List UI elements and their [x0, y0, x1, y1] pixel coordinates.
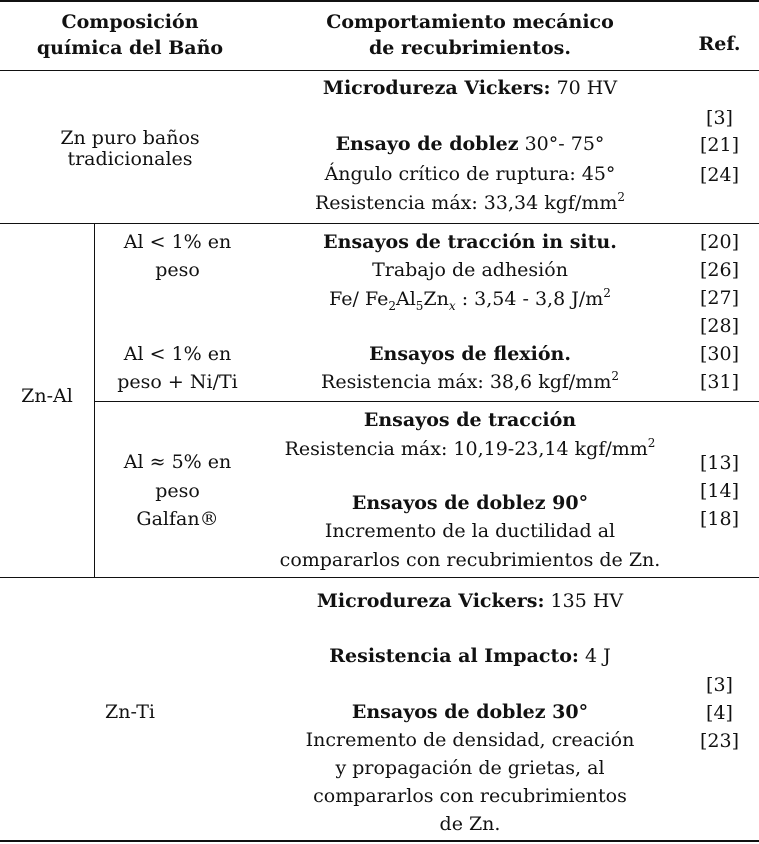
header-composicion-line2: química del Baño	[36, 37, 224, 59]
znal-flexion: Ensayos de flexión.	[369, 343, 571, 365]
znal-traccion: Ensayos de tracción	[363, 409, 577, 431]
znti-micro-value: 135 HV	[550, 590, 624, 612]
fe-subx: x	[448, 299, 456, 313]
znal-fe-formula	[265, 285, 675, 315]
fe-sub2: 5	[415, 299, 424, 313]
header-comportamiento-line1: Comportamiento mecánico	[326, 11, 614, 33]
znal-ductil-line1: Incremento de la ductilidad al	[324, 520, 616, 542]
znti-microdureza	[265, 587, 675, 615]
znal-sub3-line3: Galfan®	[136, 508, 219, 530]
znal-doblez90: Ensayos de doblez 90°	[351, 492, 589, 514]
zn-ref-3: [3]	[706, 107, 733, 129]
znal-ref-18: [18]	[699, 508, 739, 530]
zn-resist-exp: 2	[617, 190, 626, 204]
znti-impacto	[265, 642, 675, 670]
fe-a: Fe/ Fe	[329, 288, 389, 310]
znti-inc-line2: y propagación de grietas, al	[335, 757, 605, 779]
znal-sub1-line2: peso	[155, 259, 200, 281]
znal-ref-31: [31]	[699, 371, 739, 393]
zn-resistencia	[265, 189, 675, 219]
row-rule-znal	[0, 577, 759, 578]
znal-trabajo: Trabajo de adhesión	[372, 259, 568, 281]
znal-sub3-line2: peso	[155, 480, 200, 502]
trac-resist-text: Resistencia máx: 10,19-23,14 kgf/mm	[284, 438, 648, 460]
znti-doblez30: Ensayos de doblez 30°	[351, 701, 589, 723]
znal-ref-30: [30]	[699, 343, 739, 365]
fe-exp: 2	[603, 286, 611, 300]
top-rule	[0, 0, 759, 2]
zn-micro-label: Microdureza Vickers:	[322, 77, 551, 99]
zn-comp-line2: tradicionales	[67, 148, 193, 170]
zn-comp-line1: Zn puro baños	[60, 127, 200, 149]
znal-sub3-line1: Al ≈ 5% en	[123, 451, 232, 473]
fe-c: Zn	[423, 288, 449, 310]
zn-angulo: Ángulo crítico de ruptura: 45°	[324, 163, 616, 185]
znal-ref-26: [26]	[699, 259, 739, 281]
zn-doblez-label: Ensayo de doblez	[335, 133, 519, 155]
header-rule	[0, 70, 759, 71]
znal-ref-20: [20]	[699, 231, 739, 253]
znal-sub1-line1: Al < 1% en	[123, 231, 232, 253]
znti-comp: Zn-Ti	[105, 701, 155, 723]
znti-ref-3: [3]	[706, 674, 733, 696]
znti-inc-line3: compararlos con recubrimientos	[313, 785, 627, 807]
zn-micro-value: 70 HV	[556, 77, 618, 99]
subrow-rule-znal	[95, 401, 759, 402]
bottom-rule	[0, 840, 759, 842]
zn-doblez	[265, 130, 675, 158]
header-ref: Ref.	[698, 33, 741, 55]
trac-resist-exp: 2	[647, 436, 656, 450]
znti-micro-label: Microdureza Vickers:	[316, 590, 545, 612]
znti-inc-line1: Incremento de densidad, creación	[305, 729, 635, 751]
znal-traccion-insitu: Ensayos de tracción in situ.	[323, 231, 617, 253]
fe-sub1: 2	[388, 299, 396, 313]
znal-ref-14: [14]	[699, 480, 739, 502]
flex-resist-exp: 2	[611, 369, 619, 383]
zn-ref-21: [21]	[699, 134, 739, 156]
znal-flex-resistencia	[265, 368, 675, 398]
znal-ref-27: [27]	[699, 287, 739, 309]
znal-trac-resistencia	[265, 435, 675, 465]
header-comportamiento-line2: de recubrimientos.	[369, 37, 571, 59]
row-rule-zn	[0, 223, 759, 224]
znti-ref-23: [23]	[699, 730, 739, 752]
zn-resist-text: Resistencia máx: 33,34 kgf/mm	[314, 192, 618, 214]
znal-ref-13: [13]	[699, 452, 739, 474]
fe-b: Al	[395, 288, 416, 310]
zn-ref-24: [24]	[699, 164, 739, 186]
znal-ref-28: [28]	[699, 315, 739, 337]
flex-resist-text: Resistencia máx: 38,6 kgf/mm	[321, 371, 612, 393]
znal-group-label: Zn-Al	[21, 385, 73, 407]
header-composicion-line1: Composición	[61, 11, 199, 33]
znti-inc-line4: de Zn.	[439, 813, 501, 835]
znti-impacto-label: Resistencia al Impacto:	[329, 645, 579, 667]
fe-d: : 3,54 - 3,8 J/m	[455, 288, 604, 310]
zn-microdureza	[265, 74, 675, 102]
znal-ductil-line2: compararlos con recubrimientos de Zn.	[279, 549, 661, 571]
znal-sub2-line2: peso + Ni/Ti	[117, 371, 238, 393]
znal-sub2-line1: Al < 1% en	[123, 343, 232, 365]
znti-impacto-value: 4 J	[584, 645, 611, 667]
zn-doblez-value: 30°- 75°	[524, 133, 605, 155]
znti-ref-4: [4]	[706, 702, 733, 724]
